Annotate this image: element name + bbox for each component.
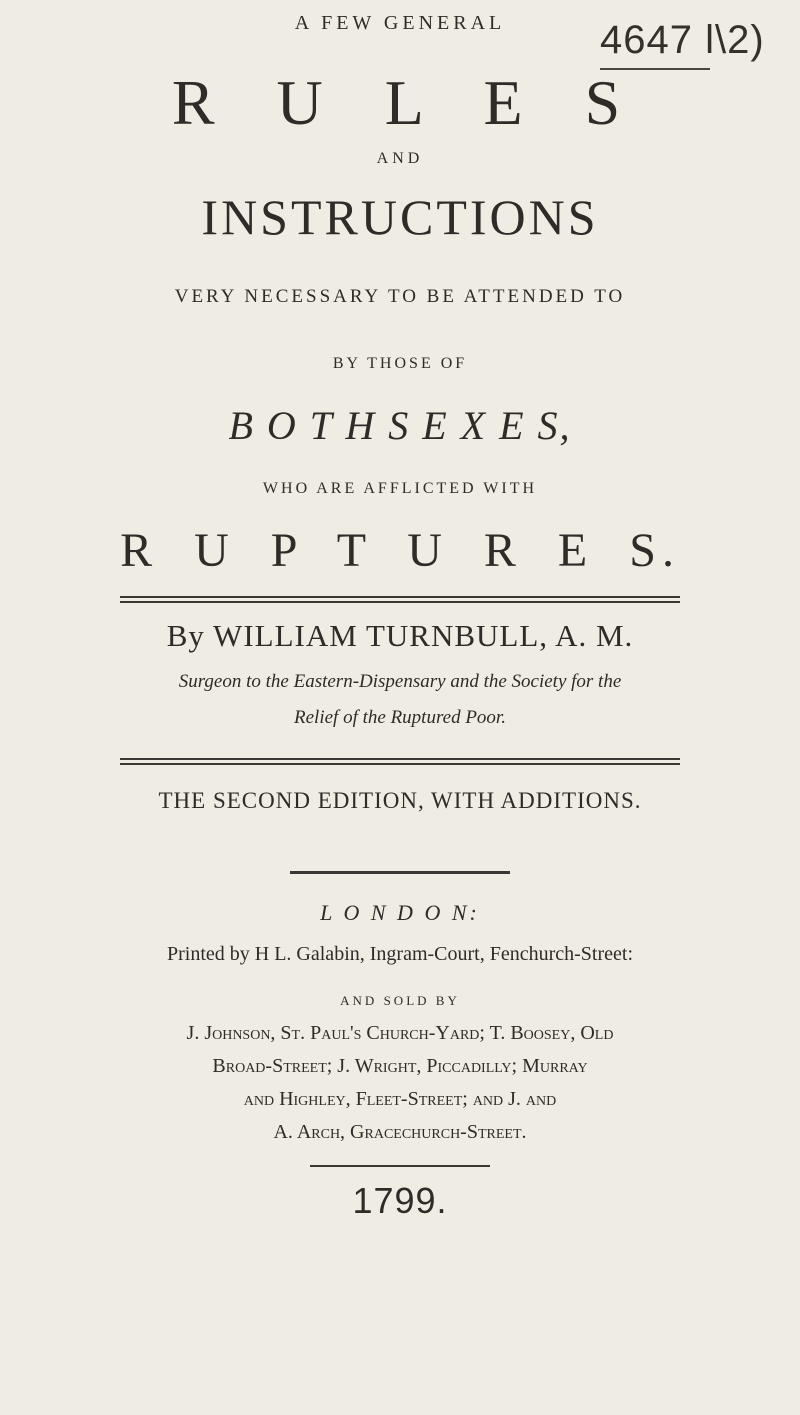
title-both-sexes: B O T H S E X E S, <box>228 403 572 448</box>
imprint-sellers-line-4: A. Arch, Gracechurch-Street. <box>273 1121 527 1143</box>
publication-year: 1799. <box>352 1180 448 1221</box>
title-instructions: INSTRUCTIONS <box>201 189 599 245</box>
imprint-sellers-line-3: and Highley, Fleet-Street; and J. and <box>243 1088 557 1110</box>
edition-statement: THE SECOND EDITION, WITH ADDITIONS. <box>158 788 642 813</box>
divider-ornament <box>290 871 510 874</box>
divider-top-2 <box>120 601 680 603</box>
title-and: AND <box>376 150 424 167</box>
divider-top-1 <box>120 596 680 598</box>
title-very-necessary: VERY NECESSARY TO BE ATTENDED TO <box>174 286 626 307</box>
title-by-those-of: BY THOSE OF <box>332 355 468 372</box>
author-position-line-2: Relief of the Ruptured Poor. <box>294 707 506 728</box>
imprint-city: L O N D O N: <box>320 900 480 925</box>
divider-mid-2 <box>120 763 680 765</box>
author-byline: By WILLIAM TURNBULL, A. M. <box>166 618 634 653</box>
divider-mid-1 <box>120 758 680 760</box>
imprint-and-sold-by: AND SOLD BY <box>340 993 460 1008</box>
imprint-printed-by: Printed by H L. Galabin, Ingram-Court, Fenchurch-Street: <box>167 943 633 965</box>
title-who-are-afflicted: WHO ARE AFFLICTED WITH <box>262 480 538 497</box>
title-a-few-general: A FEW GENERAL <box>294 12 506 34</box>
imprint-sellers-line-2: Broad-Street; J. Wright, Piccadilly; Murray <box>212 1055 588 1077</box>
author-position-line-1: Surgeon to the Eastern-Dispensary and the Society for the <box>178 671 622 692</box>
shelfmark-handwritten: 4647 l\2) <box>600 18 765 62</box>
divider-bottom <box>310 1165 490 1167</box>
title-ruptures: R U P T U R E S. <box>120 524 680 577</box>
title-rules: R U L E S <box>171 67 629 138</box>
imprint-sellers-line-1: J. Johnson, St. Paul's Church-Yard; T. Boosey, Old <box>186 1022 614 1044</box>
